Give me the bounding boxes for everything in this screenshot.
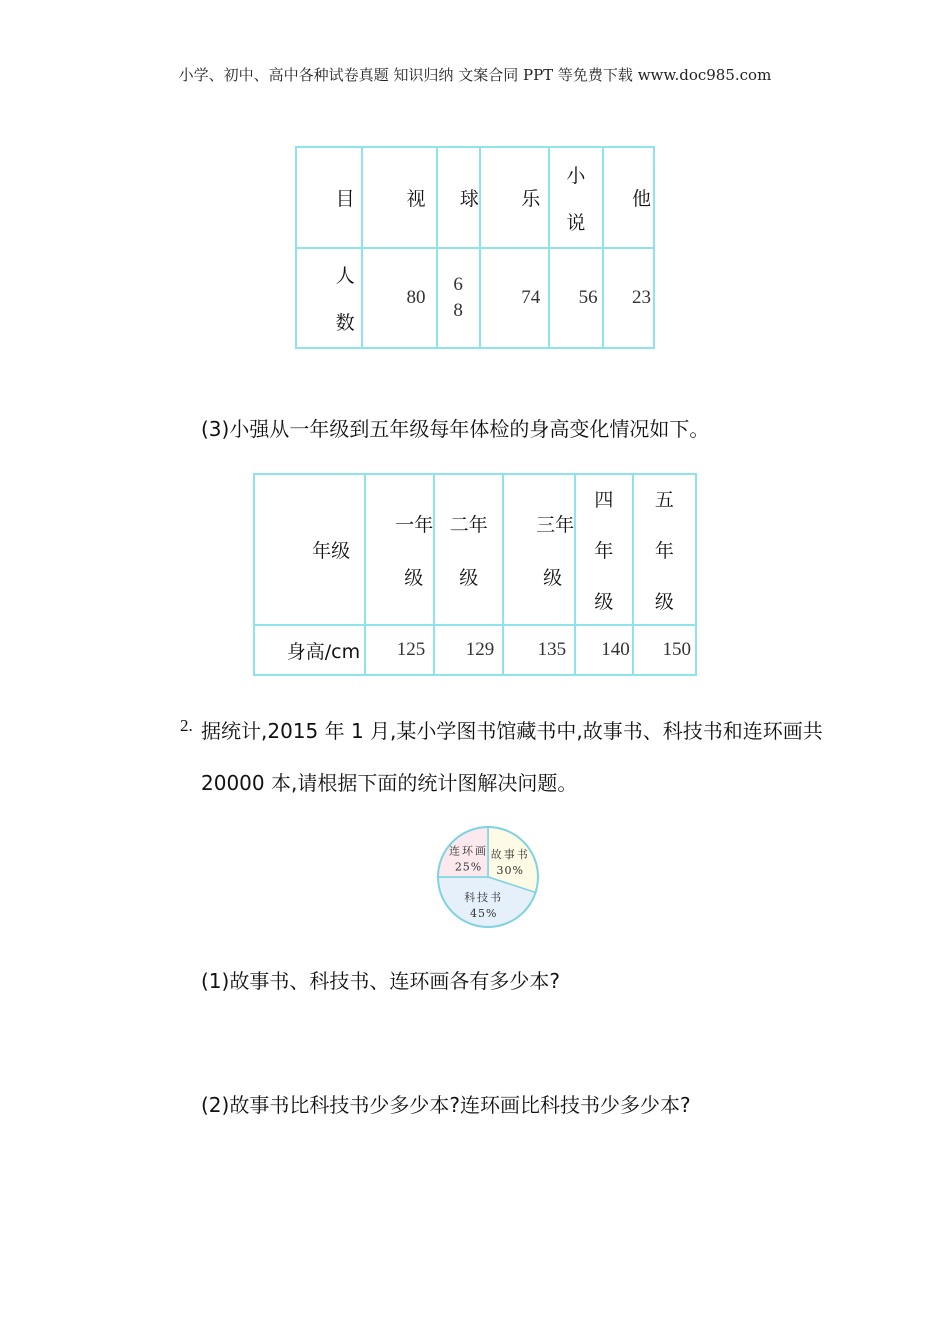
value-cell: 135 bbox=[503, 625, 575, 675]
pie-value-0: 30% bbox=[496, 863, 524, 877]
pie-value-2: 25% bbox=[454, 860, 483, 874]
book-pie-chart bbox=[420, 823, 560, 935]
table-row bbox=[254, 625, 696, 675]
value-cell: 140 bbox=[575, 625, 633, 675]
table-header-row bbox=[296, 147, 654, 248]
page-header: 小学、初中、高中各种试卷真题 知识归纳 文案合同 PPT 等免费下载 www.doc985.com bbox=[178, 66, 772, 84]
value-cell: 125 bbox=[365, 625, 434, 675]
value-cell: 6 8 bbox=[437, 248, 480, 348]
problem-2-line-2: 20000 本,请根据下面的统计图解决问题。 bbox=[201, 771, 578, 795]
row-label-cell: 身高/cm bbox=[254, 625, 365, 675]
header-cell: 五 年 级 bbox=[633, 474, 696, 625]
value-cell: 150 bbox=[633, 625, 696, 675]
header-cell: 视 bbox=[362, 147, 437, 248]
header-cell: 三年 级 bbox=[503, 474, 575, 625]
header-cell: 二年 级 bbox=[434, 474, 503, 625]
pie-label-2: 连环画 bbox=[449, 844, 489, 858]
value-cell: 23 bbox=[603, 248, 654, 348]
pie-value-1: 45% bbox=[469, 907, 498, 921]
header-cell: 球 bbox=[437, 147, 480, 248]
value-cell: 80 bbox=[362, 248, 437, 348]
header-cell: 乐 bbox=[480, 147, 549, 248]
header-cell: 四 年 级 bbox=[575, 474, 633, 625]
pie-label-1: 科技书 bbox=[464, 891, 504, 905]
pie-label-0: 故事书 bbox=[490, 847, 530, 861]
header-cell: 年级 bbox=[254, 474, 365, 625]
value-cell: 129 bbox=[434, 625, 503, 675]
problem-2-number: 2. bbox=[180, 716, 193, 735]
header-cell: 小 说 bbox=[549, 147, 602, 248]
value-cell: 74 bbox=[480, 248, 549, 348]
header-cell: 目 bbox=[296, 147, 362, 248]
header-cell: 一年 级 bbox=[365, 474, 434, 625]
sub-question-2: (2)故事书比科技书少多少本?连环画比科技书少多少本? bbox=[201, 1093, 691, 1117]
row-label-cell: 人 数 bbox=[296, 248, 362, 348]
sub-question-1: (1)故事书、科技书、连环画各有多少本? bbox=[201, 969, 560, 993]
hobby-table bbox=[295, 146, 655, 349]
problem-2-line-1: 据统计,2015 年 1 月,某小学图书馆藏书中,故事书、科技书和连环画共 bbox=[201, 719, 823, 743]
table-header-row bbox=[254, 474, 696, 625]
height-table bbox=[253, 473, 697, 676]
value-cell: 56 bbox=[549, 248, 602, 348]
question-3: (3)小强从一年级到五年级每年体检的身高变化情况如下。 bbox=[201, 417, 710, 441]
table-row bbox=[296, 248, 654, 348]
header-cell: 他 bbox=[603, 147, 654, 248]
